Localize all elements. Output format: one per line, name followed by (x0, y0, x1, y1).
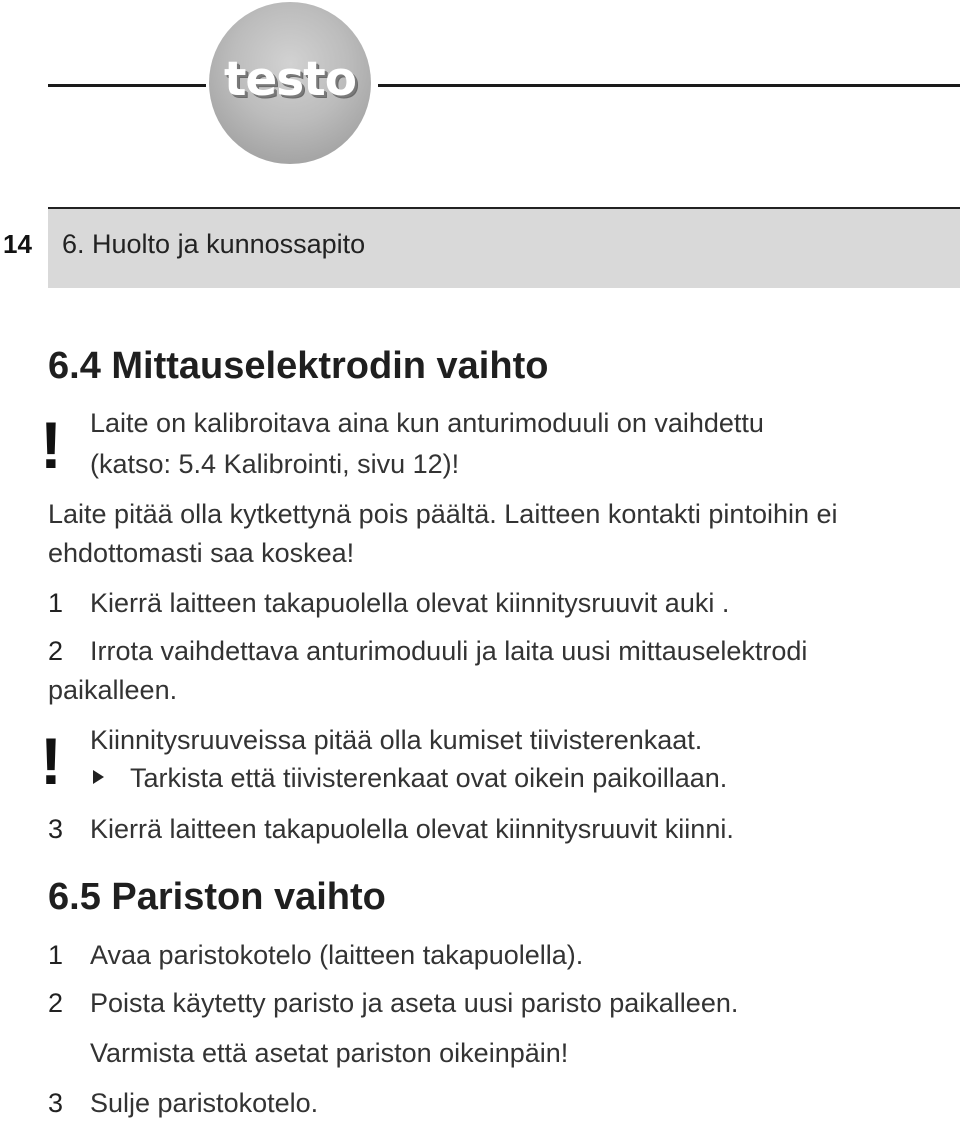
note-line: Laite on kalibroitava aina kun anturimoduuli on vaihdettu (90, 408, 764, 438)
warning-icon: ! (40, 724, 62, 798)
logo-text: testo (223, 52, 357, 107)
step-number: 1 (48, 588, 64, 618)
warning-icon: ! (40, 408, 62, 482)
step-number: 3 (48, 814, 64, 844)
testo-logo (209, 2, 371, 164)
top-rule-left (48, 84, 206, 87)
note-line: Kiinnitysruuveissa pitää olla kumiset tiivisterenkaat. (90, 725, 703, 755)
step-number: 2 (48, 636, 64, 666)
step-text-continued: paikalleen. (48, 675, 178, 705)
step-text: Avaa paristokotelo (laitteen takapuolella). (90, 940, 584, 970)
intro-line: Laite pitää olla kytkettynä pois päältä. Laitteen kontakti pintoihin ei (48, 499, 838, 529)
step-text: Irrota vaihdettava anturimoduuli ja laita uusi mittauselektrodi (90, 636, 808, 666)
action-arrow-icon (93, 770, 104, 784)
top-rule-right (378, 84, 960, 87)
step-number: 3 (48, 1088, 64, 1118)
section-title-6-4: 6.4 Mittauselektrodin vaihto (48, 345, 549, 387)
step-text: Sulje paristokotelo. (90, 1088, 319, 1118)
step-text: Kierrä laitteen takapuolella olevat kiinnitysruuvit kiinni. (90, 814, 734, 844)
action-line: Tarkista että tiivisterenkaat ovat oikein paikoillaan. (130, 763, 728, 793)
note-line: (katso: 5.4 Kalibrointi, sivu 12)! (90, 449, 460, 479)
step-text: Poista käytetty paristo ja aseta uusi paristo paikalleen. (90, 988, 739, 1018)
step-number: 2 (48, 988, 64, 1018)
step-number: 1 (48, 940, 64, 970)
section-title-6-5: 6.5 Pariston vaihto (48, 876, 386, 918)
chapter-title: 6. Huolto ja kunnossapito (62, 229, 366, 259)
page-number: 14 (3, 229, 32, 259)
intro-line: ehdottomasti saa koskea! (48, 538, 355, 568)
step-text: Kierrä laitteen takapuolella olevat kiinnitysruuvit auki . (90, 588, 730, 618)
step-text-continued: Varmista että asetat pariston oikeinpäin! (90, 1038, 569, 1068)
